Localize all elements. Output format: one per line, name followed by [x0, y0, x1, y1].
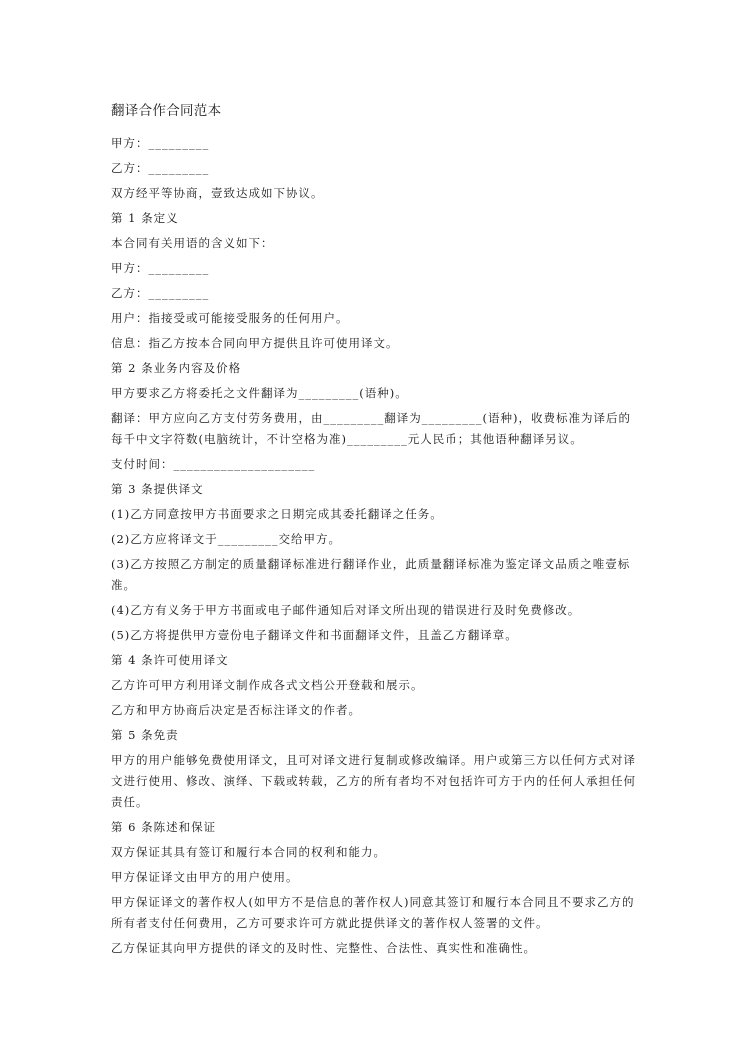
article-1-heading: 第 1 条定义: [111, 211, 179, 225]
article-6-heading: 第 6 条陈述和保证: [111, 820, 217, 834]
license-clause-2: 乙方和甲方协商后决定是否标注译文的作者。: [111, 703, 361, 717]
party-a-line: 甲方：_________: [111, 136, 210, 150]
article-5-heading: 第 5 条免责: [111, 728, 179, 742]
clause-3-5: (5)乙方将提供甲方壹份电子翻译文件和书面翻译文件，且盖乙方翻译章。: [111, 628, 518, 642]
party-b-line: 乙方：_________: [111, 161, 210, 175]
clause-3-1: (1)乙方同意按甲方书面要求之日期完成其委托翻译之任务。: [111, 507, 443, 521]
definition-user: 用户：指接受或可能接受服务的任何用户。: [111, 311, 349, 325]
clause-3-3: (3)乙方按照乙方制定的质量翻译标准进行翻译作业，此质量翻译标准为鉴定译文品质之唯壹标准。: [111, 557, 631, 592]
warranty-2: 甲方保证译文由甲方的用户使用。: [111, 870, 299, 884]
warranty-4: 乙方保证其向甲方提供的译文的及时性、完整性、合法性、真实性和准确性。: [111, 941, 536, 955]
definition-party-b: 乙方：_________: [111, 286, 210, 300]
document-title: 翻译合作合同范本: [111, 103, 222, 119]
article-3-heading: 第 3 条提供译文: [111, 482, 204, 496]
warranty-3: 甲方保证译文的著作权人(如甲方不是信息的著作权人)同意其签订和履行本合同且不要求乙方的所有者支付任何费用，乙方可要求许可方就此提供译文的著作权人签署的文件。: [111, 895, 635, 930]
agreement-intro: 双方经平等协商，壹致达成如下协议。: [111, 186, 324, 200]
clause-3-4: (4)乙方有义务于甲方书面或电子邮件通知后对译文所出现的错误进行及时免费修改。: [111, 603, 581, 617]
clause-3-2: (2)乙方应将译文于_________交给甲方。: [111, 532, 342, 546]
warranty-1: 双方保证其具有签订和履行本合同的权利和能力。: [111, 845, 386, 859]
payment-time-line: 支付时间：_____________________: [111, 457, 316, 471]
article-4-heading: 第 4 条许可使用译文: [111, 653, 229, 667]
definitions-intro: 本合同有关用语的含义如下：: [111, 236, 274, 250]
article-2-heading: 第 2 条业务内容及价格: [111, 361, 242, 375]
license-clause-1: 乙方许可甲方利用译文制作成各式文档公开登载和展示。: [111, 678, 424, 692]
translation-fee-paragraph: 翻译：甲方应向乙方支付劳务费用，由_________翻译为_________(语种)，收费标准为译后的每千中文字符数(电脑统计，不计空格为准)_________元人民币；其他语种翻译另议。: [111, 411, 631, 446]
disclaimer-paragraph: 甲方的用户能够免费使用译文，且可对译文进行复制或修改编译。用户或第三方以任何方式对译文进行使用、修改、演绎、下载或转载，乙方的所有者均不对包括许可方于内的任何人承担任何责任。: [111, 753, 636, 809]
definition-info: 信息：指乙方按本合同向甲方提供且许可使用译文。: [111, 336, 399, 350]
definition-party-a: 甲方：_________: [111, 261, 210, 275]
translation-request: 甲方要求乙方将委托之文件翻译为_________(语种)。: [111, 386, 408, 400]
